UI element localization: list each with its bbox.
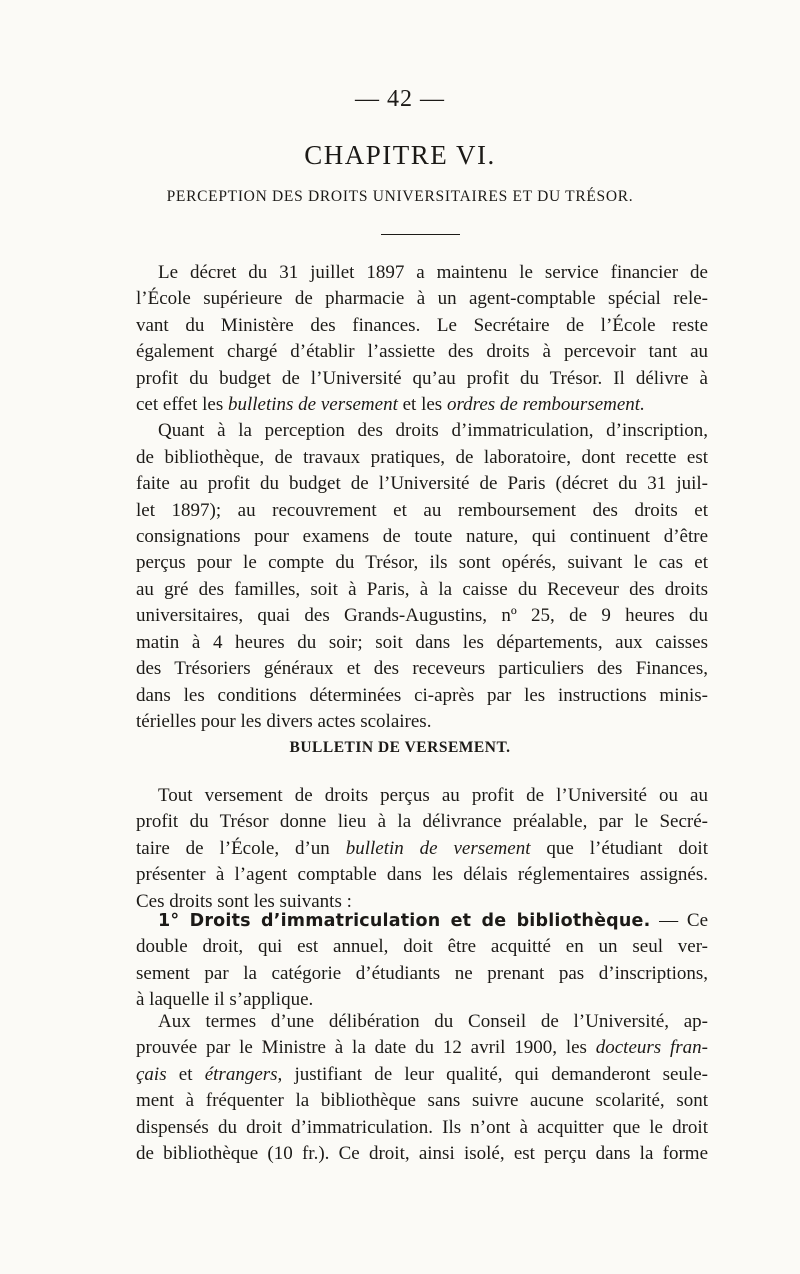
italic-term: bulletins de versement	[227, 394, 398, 416]
text-line	[136, 392, 708, 418]
page-number: — 42 —	[355, 86, 445, 112]
text-line: au gré des familles, soit à Paris, à la caisse du Receveur des droits	[136, 578, 708, 600]
paragraph-3	[136, 783, 708, 915]
italic-term: étrangers	[204, 1063, 278, 1085]
run-in-heading: 1° Droits d’immatriculation et de bibliothèque.	[158, 911, 651, 931]
paragraph-2	[136, 418, 708, 735]
text-line: des Trésoriers généraux et des receveurs particuliers des Finances,	[136, 658, 708, 680]
paragraph-5	[136, 1009, 708, 1167]
text-line: faite au profit du budget de l’Université de Paris (décret du 31 juil-	[136, 473, 708, 495]
text-line: dispensés du droit d’immatriculation. Ils n’ont à acquitter que le droit	[136, 1116, 708, 1138]
text-line	[136, 908, 708, 934]
section-heading: BULLETIN DE VERSEMENT.	[289, 739, 511, 756]
text-line: Ces droits sont les suivants :	[136, 890, 352, 912]
text-run: — Ce	[650, 910, 709, 931]
paragraph-group-2	[136, 783, 708, 915]
chapter-subtitle: PERCEPTION DES DROITS UNIVERSITAIRES ET DU TRÉSOR.	[166, 188, 634, 205]
text-run: et	[166, 1063, 205, 1085]
text-line: à laquelle il s’applique.	[136, 989, 314, 1011]
text-line: présenter à l’agent comptable dans les délais réglementaires assignés.	[136, 864, 708, 886]
paragraph-4	[136, 908, 708, 1014]
text-run: prouvée par le Ministre à la date du 12 avril 1900, les	[136, 1037, 596, 1059]
text-line: profit du budget de l’Université qu’au profit du Trésor. Il délivre à	[136, 367, 708, 389]
text-line: Le décret du 31 juillet 1897 a maintenu le service financier de	[158, 262, 708, 283]
divider-rule	[381, 234, 460, 235]
text-line: sement par la catégorie d’étudiants ne prenant pas d’inscriptions,	[136, 962, 708, 984]
text-line: également chargé d’établir l’assiette des droits à percevoir tant au	[136, 341, 708, 363]
text-run: taire de l’École, d’un	[136, 837, 346, 859]
text-line: ment à fréquenter la bibliothèque sans suivre aucune scolarité, sont	[136, 1090, 708, 1112]
text-line	[136, 1062, 708, 1088]
italic-term: çais	[136, 1063, 167, 1085]
text-line: perçus pour le compte du Trésor, ils sont opérés, suivant le cas et	[136, 552, 708, 574]
italic-term: docteurs fran-	[595, 1037, 708, 1059]
text-run: cet effet les	[136, 394, 228, 416]
text-line: vant du Ministère des finances. Le Secrétaire de l’École reste	[136, 314, 708, 336]
paragraph-group-3	[136, 908, 708, 1014]
text-line: consignations pour examens de toute nature, qui continuent d’être	[136, 526, 708, 548]
text-line: double droit, qui est annuel, doit être acquitté en un seul ver-	[136, 936, 708, 958]
chapter-title: CHAPITRE VI.	[304, 140, 496, 170]
text-run: , justifiant de leur qualité, qui demanderont seule-	[277, 1063, 708, 1085]
text-run: que l’étudiant doit	[530, 837, 708, 859]
paragraph-1	[136, 260, 708, 418]
text-line: profit du Trésor donne lieu à la délivrance préalable, par le Secré-	[136, 811, 708, 833]
text-line: de bibliothèque, de travaux pratiques, de laboratoire, dont recette est	[136, 446, 708, 468]
text-run: et les	[397, 394, 447, 416]
text-line: Aux termes d’une délibération du Conseil de l’Université, ap-	[158, 1011, 708, 1032]
italic-term: ordres de remboursement.	[446, 394, 645, 416]
text-line: matin à 4 heures du soir; soit dans les départements, aux caisses	[136, 631, 708, 653]
text-line: l’École supérieure de pharmacie à un agent-comptable spécial rele-	[136, 288, 708, 310]
text-line: térielles pour les divers actes scolaires.	[136, 710, 432, 732]
italic-term: bulletin de versement	[345, 837, 531, 859]
paragraph-group-4	[136, 1009, 708, 1167]
text-line: universitaires, quai des Grands-Augustins, nº 25, de 9 heures du	[136, 605, 708, 627]
text-line: de bibliothèque (10 fr.). Ce droit, ainsi isolé, est perçu dans la forme	[136, 1143, 708, 1165]
text-line: dans les conditions déterminées ci-après par les instructions minis-	[136, 684, 708, 706]
text-line: Tout versement de droits perçus au profit de l’Université ou au	[158, 785, 708, 806]
text-line: let 1897); au recouvrement et au remboursement des droits et	[136, 499, 708, 521]
paragraph-group-1	[136, 260, 708, 735]
text-line: Quant à la perception des droits d’immatriculation, d’inscription,	[158, 420, 708, 442]
text-line	[136, 1035, 708, 1061]
text-line	[136, 836, 708, 862]
